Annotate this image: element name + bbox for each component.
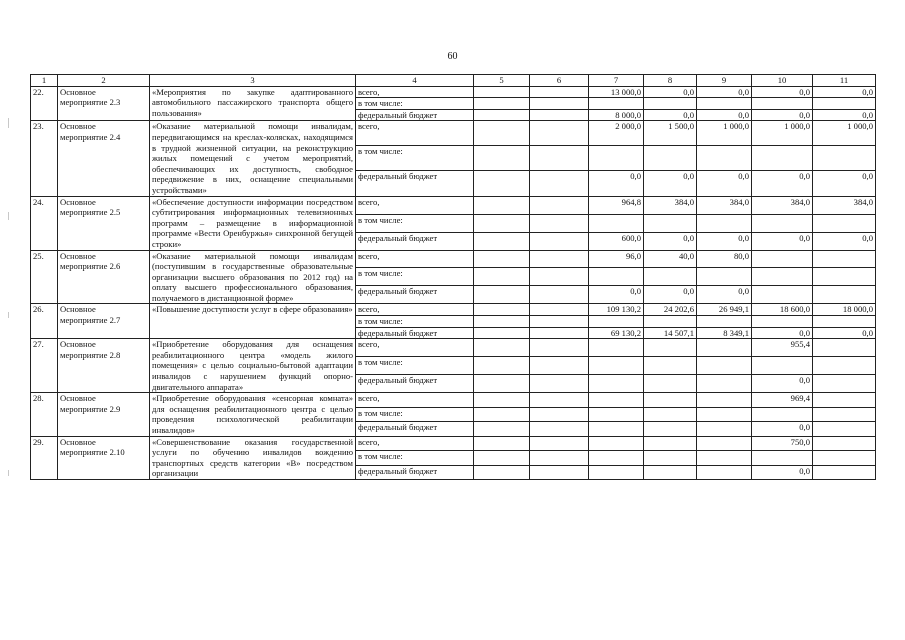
funding-source: федеральный бюджет: [356, 375, 474, 393]
amount-cell: [474, 393, 530, 407]
amount-cell: [813, 286, 876, 304]
amount-cell: [530, 465, 589, 479]
amount-cell: [589, 451, 644, 465]
amount-cell: [530, 436, 589, 450]
amount-cell: 0,0: [752, 109, 813, 121]
amount-cell: 13 000,0: [589, 86, 644, 98]
amount-cell: [530, 98, 589, 110]
funding-source: в том числе:: [356, 357, 474, 375]
amount-cell: [530, 304, 589, 316]
amount-cell: [813, 98, 876, 110]
activity-description: «Совершенствование оказания государственной услуги по обучению инвалидов вождению транспортных средств категории «В» посредством организации: [150, 436, 356, 479]
funding-source: всего,: [356, 196, 474, 214]
row-index: 26.: [31, 304, 58, 339]
amount-cell: 0,0: [644, 86, 697, 98]
amount-cell: [474, 232, 530, 250]
amount-cell: [589, 146, 644, 171]
amount-cell: [474, 327, 530, 339]
header-row: [31, 75, 876, 87]
amount-cell: [530, 146, 589, 171]
amount-cell: 1 000,0: [813, 121, 876, 146]
amount-cell: [589, 422, 644, 436]
amount-cell: [530, 407, 589, 421]
amount-cell: [589, 339, 644, 357]
funding-source: всего,: [356, 339, 474, 357]
amount-cell: [530, 171, 589, 196]
amount-cell: 384,0: [697, 196, 752, 214]
amount-cell: [474, 465, 530, 479]
funding-source: в том числе:: [356, 407, 474, 421]
amount-cell: [813, 146, 876, 171]
amount-cell: [752, 268, 813, 286]
amount-cell: [589, 375, 644, 393]
amount-cell: 0,0: [752, 171, 813, 196]
amount-cell: 1 000,0: [697, 121, 752, 146]
amount-cell: [474, 109, 530, 121]
left-margin-mark: [8, 470, 9, 476]
column-header: 9: [697, 75, 752, 87]
amount-cell: [813, 436, 876, 450]
budget-table: [30, 74, 876, 480]
activity-name: [58, 304, 150, 339]
activity-name-line: Основное: [60, 250, 96, 261]
amount-cell: [530, 196, 589, 214]
left-margin-mark: [8, 212, 9, 220]
amount-cell: 600,0: [589, 232, 644, 250]
amount-cell: 969,4: [752, 393, 813, 407]
table-row: [31, 339, 876, 357]
amount-cell: [697, 451, 752, 465]
activity-name-line: Основное: [60, 393, 96, 404]
column-header: 8: [644, 75, 697, 87]
amount-cell: 384,0: [813, 196, 876, 214]
funding-source: федеральный бюджет: [356, 465, 474, 479]
amount-cell: [474, 268, 530, 286]
amount-cell: [474, 196, 530, 214]
amount-cell: [697, 146, 752, 171]
amount-cell: 0,0: [644, 171, 697, 196]
activity-name: [58, 86, 150, 121]
amount-cell: [530, 422, 589, 436]
amount-cell: [752, 250, 813, 268]
activity-name-line: мероприятие 2.5: [60, 207, 121, 218]
amount-cell: 0,0: [644, 232, 697, 250]
funding-source: федеральный бюджет: [356, 232, 474, 250]
amount-cell: 26 949,1: [697, 304, 752, 316]
amount-cell: [530, 232, 589, 250]
amount-cell: [752, 451, 813, 465]
amount-cell: 109 130,2: [589, 304, 644, 316]
amount-cell: [589, 393, 644, 407]
activity-description: «Приобретение оборудования «сенсорная комната» для оснащения реабилитационного центра с целью проведения психологической реабилитации инвалидов»: [150, 393, 356, 436]
amount-cell: [813, 465, 876, 479]
amount-cell: [697, 375, 752, 393]
activity-name-line: мероприятие 2.9: [60, 403, 121, 414]
amount-cell: 80,0: [697, 250, 752, 268]
amount-cell: 0,0: [697, 86, 752, 98]
amount-cell: [589, 98, 644, 110]
amount-cell: 0,0: [644, 286, 697, 304]
amount-cell: [644, 146, 697, 171]
activity-name-line: Основное: [60, 339, 96, 350]
row-index: 29.: [31, 436, 58, 479]
amount-cell: [813, 357, 876, 375]
amount-cell: [474, 171, 530, 196]
amount-cell: [530, 109, 589, 121]
amount-cell: [813, 393, 876, 407]
row-index: 23.: [31, 121, 58, 196]
activity-description: «Оказание материальной помощи инвалидам, передвигающимся на креслах-колясках, находящимся в трудной жизненной ситуации, на реконструкцию жилых помещений с учетом мероприятий, обеспечивающих их доступность, свободное передвижение в них, оснащение специальными устройствами»: [150, 121, 356, 196]
amount-cell: [644, 214, 697, 232]
amount-cell: [589, 357, 644, 375]
amount-cell: [530, 327, 589, 339]
funding-source: всего,: [356, 393, 474, 407]
funding-source: в том числе:: [356, 98, 474, 110]
amount-cell: [589, 214, 644, 232]
activity-name-line: мероприятие 2.8: [60, 349, 121, 360]
amount-cell: 18 600,0: [752, 304, 813, 316]
activity-name-line: Основное: [60, 196, 96, 207]
amount-cell: 0,0: [752, 375, 813, 393]
amount-cell: 0,0: [697, 232, 752, 250]
amount-cell: 0,0: [813, 232, 876, 250]
amount-cell: [530, 357, 589, 375]
funding-source: в том числе:: [356, 316, 474, 328]
funding-source: в том числе:: [356, 451, 474, 465]
amount-cell: [813, 214, 876, 232]
activity-description: «Приобретение оборудования для оснащения реабилитационного центра «модель жилого помещения» с целью социально-бытовой адаптации инвалидов с нарушением функций опорно-двигательного аппарата»: [150, 339, 356, 393]
activity-name-line: Основное: [60, 86, 96, 97]
amount-cell: [813, 268, 876, 286]
amount-cell: [813, 451, 876, 465]
amount-cell: [474, 304, 530, 316]
row-index: 25.: [31, 250, 58, 304]
amount-cell: [474, 250, 530, 268]
funding-source: всего,: [356, 250, 474, 268]
amount-cell: 14 507,1: [644, 327, 697, 339]
amount-cell: [697, 214, 752, 232]
amount-cell: [589, 407, 644, 421]
left-margin-mark: [8, 118, 9, 128]
amount-cell: [752, 214, 813, 232]
column-header: 5: [474, 75, 530, 87]
funding-source: всего,: [356, 86, 474, 98]
amount-cell: [697, 339, 752, 357]
column-header: 10: [752, 75, 813, 87]
column-header: 4: [356, 75, 474, 87]
amount-cell: [530, 316, 589, 328]
amount-cell: [644, 357, 697, 375]
amount-cell: 24 202,6: [644, 304, 697, 316]
amount-cell: [752, 286, 813, 304]
amount-cell: [697, 422, 752, 436]
row-index: 28.: [31, 393, 58, 436]
amount-cell: 955,4: [752, 339, 813, 357]
funding-source: в том числе:: [356, 146, 474, 171]
amount-cell: [644, 339, 697, 357]
table-row: [31, 393, 876, 407]
table-row: [31, 86, 876, 98]
amount-cell: [474, 436, 530, 450]
amount-cell: 384,0: [644, 196, 697, 214]
activity-name: [58, 121, 150, 196]
amount-cell: [697, 407, 752, 421]
amount-cell: 1 000,0: [752, 121, 813, 146]
amount-cell: 8 349,1: [697, 327, 752, 339]
activity-name-line: Основное: [60, 121, 96, 132]
column-header: 11: [813, 75, 876, 87]
amount-cell: [530, 250, 589, 268]
activity-name: [58, 436, 150, 479]
amount-cell: [589, 436, 644, 450]
row-index: 27.: [31, 339, 58, 393]
funding-source: всего,: [356, 304, 474, 316]
amount-cell: [813, 422, 876, 436]
amount-cell: [697, 465, 752, 479]
amount-cell: [530, 375, 589, 393]
amount-cell: [530, 451, 589, 465]
amount-cell: 0,0: [752, 465, 813, 479]
amount-cell: 0,0: [697, 286, 752, 304]
activity-description: «Мероприятия по закупке адаптированного автомобильного пассажирского транспорта общего пользования»: [150, 86, 356, 121]
activity-name: [58, 339, 150, 393]
amount-cell: [530, 121, 589, 146]
column-header: 2: [58, 75, 150, 87]
amount-cell: [644, 375, 697, 393]
funding-source: федеральный бюджет: [356, 327, 474, 339]
amount-cell: 0,0: [752, 86, 813, 98]
amount-cell: [474, 316, 530, 328]
amount-cell: [644, 422, 697, 436]
amount-cell: [474, 407, 530, 421]
amount-cell: [474, 339, 530, 357]
amount-cell: [589, 268, 644, 286]
amount-cell: [530, 214, 589, 232]
amount-cell: 964,8: [589, 196, 644, 214]
amount-cell: [589, 465, 644, 479]
amount-cell: [644, 316, 697, 328]
activity-name-line: мероприятие 2.10: [60, 447, 125, 458]
amount-cell: 0,0: [752, 422, 813, 436]
funding-source: всего,: [356, 436, 474, 450]
table-row: [31, 304, 876, 316]
amount-cell: 0,0: [697, 171, 752, 196]
amount-cell: [644, 436, 697, 450]
activity-name: [58, 196, 150, 250]
activity-name-line: мероприятие 2.3: [60, 97, 121, 108]
table-row: [31, 196, 876, 214]
amount-cell: [474, 86, 530, 98]
amount-cell: 8 000,0: [589, 109, 644, 121]
amount-cell: [474, 214, 530, 232]
activity-description: «Оказание материальной помощи инвалидам (поступившим в государственные образовательные организации высшего образования по 2012 год) на оплату высшего профессионального образования, получаемого в дистанционной форме»: [150, 250, 356, 304]
amount-cell: 2 000,0: [589, 121, 644, 146]
activity-name-line: Основное: [60, 304, 96, 315]
amount-cell: [813, 375, 876, 393]
amount-cell: 0,0: [813, 327, 876, 339]
amount-cell: [697, 436, 752, 450]
amount-cell: [474, 451, 530, 465]
amount-cell: 69 130,2: [589, 327, 644, 339]
page-number: 60: [447, 51, 458, 62]
amount-cell: 18 000,0: [813, 304, 876, 316]
amount-cell: [474, 98, 530, 110]
amount-cell: 0,0: [752, 232, 813, 250]
amount-cell: [530, 286, 589, 304]
amount-cell: 0,0: [589, 171, 644, 196]
amount-cell: [474, 422, 530, 436]
amount-cell: 750,0: [752, 436, 813, 450]
amount-cell: [644, 98, 697, 110]
left-margin-mark: [8, 312, 9, 318]
amount-cell: [530, 393, 589, 407]
amount-cell: [530, 339, 589, 357]
row-index: 24.: [31, 196, 58, 250]
amount-cell: [697, 316, 752, 328]
activity-description: «Обеспечение доступности информации посредством субтитрирования информационных телевизионных программ – размещение в информационной программе «Вести Оренбуржья» синхронной бегущей строки»: [150, 196, 356, 250]
amount-cell: 40,0: [644, 250, 697, 268]
activity-name-line: мероприятие 2.7: [60, 315, 121, 326]
amount-cell: 0,0: [813, 86, 876, 98]
activity-name-line: Основное: [60, 436, 96, 447]
amount-cell: 0,0: [813, 171, 876, 196]
amount-cell: [530, 268, 589, 286]
funding-source: федеральный бюджет: [356, 109, 474, 121]
amount-cell: [813, 250, 876, 268]
activity-name: [58, 393, 150, 436]
column-header: 7: [589, 75, 644, 87]
amount-cell: [697, 357, 752, 375]
amount-cell: 96,0: [589, 250, 644, 268]
amount-cell: [644, 393, 697, 407]
amount-cell: 0,0: [589, 286, 644, 304]
funding-source: в том числе:: [356, 268, 474, 286]
amount-cell: 0,0: [813, 109, 876, 121]
amount-cell: [644, 407, 697, 421]
amount-cell: [813, 316, 876, 328]
amount-cell: 384,0: [752, 196, 813, 214]
table-row: [31, 121, 876, 146]
amount-cell: [644, 268, 697, 286]
amount-cell: [697, 98, 752, 110]
amount-cell: [697, 268, 752, 286]
amount-cell: [752, 98, 813, 110]
funding-source: всего,: [356, 121, 474, 146]
amount-cell: [752, 316, 813, 328]
amount-cell: [474, 357, 530, 375]
amount-cell: [530, 86, 589, 98]
amount-cell: [752, 357, 813, 375]
amount-cell: [644, 465, 697, 479]
table-row: [31, 250, 876, 268]
row-index: 22.: [31, 86, 58, 121]
amount-cell: [474, 121, 530, 146]
amount-cell: [589, 316, 644, 328]
amount-cell: [474, 286, 530, 304]
amount-cell: 1 500,0: [644, 121, 697, 146]
activity-name-line: мероприятие 2.4: [60, 131, 121, 142]
funding-source: федеральный бюджет: [356, 286, 474, 304]
amount-cell: [752, 146, 813, 171]
funding-source: федеральный бюджет: [356, 171, 474, 196]
table-row: [31, 436, 876, 450]
activity-name-line: мероприятие 2.6: [60, 261, 121, 272]
amount-cell: 0,0: [644, 109, 697, 121]
activity-description: «Повышение доступности услуг в сфере образования»: [150, 304, 356, 339]
amount-cell: [813, 339, 876, 357]
amount-cell: [644, 451, 697, 465]
amount-cell: [752, 407, 813, 421]
activity-name: [58, 250, 150, 304]
amount-cell: [697, 393, 752, 407]
amount-cell: [813, 407, 876, 421]
funding-source: федеральный бюджет: [356, 422, 474, 436]
column-header: 1: [31, 75, 58, 87]
funding-source: в том числе:: [356, 214, 474, 232]
amount-cell: [474, 146, 530, 171]
amount-cell: 0,0: [697, 109, 752, 121]
amount-cell: [474, 375, 530, 393]
column-header: 6: [530, 75, 589, 87]
column-header: 3: [150, 75, 356, 87]
amount-cell: 0,0: [752, 327, 813, 339]
